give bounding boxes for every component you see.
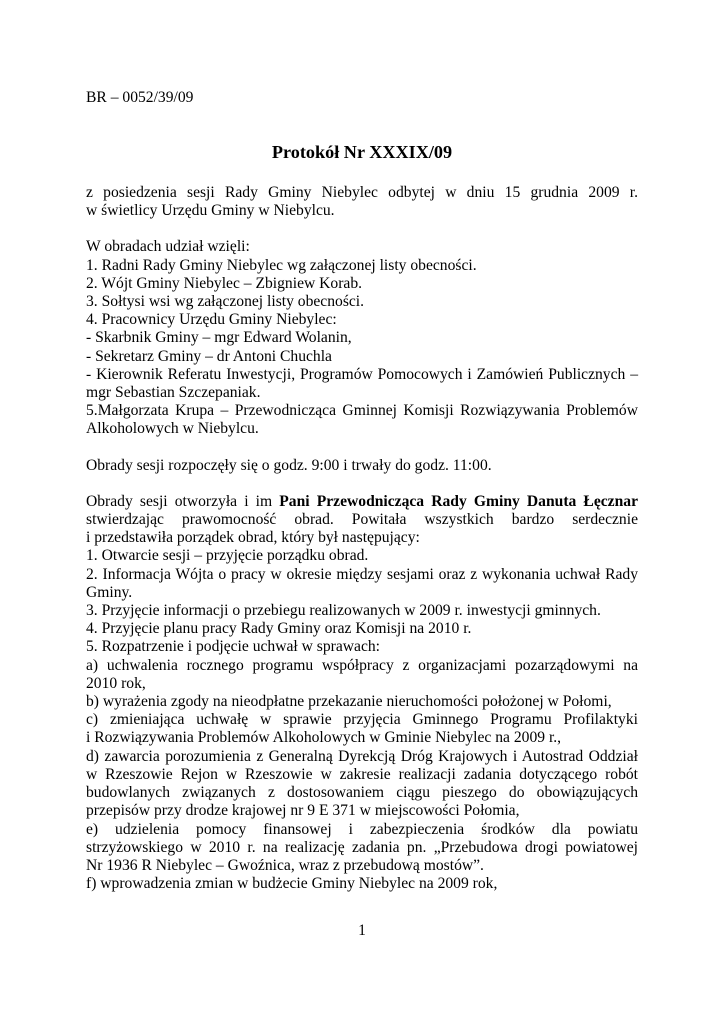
agenda-subitem: i Rozwiązywania Problemów Alkoholowych w Gminie Niebylec na 2009 r., [86,729,562,747]
intro-line: z posiedzenia sesji Rady Gminy Niebylec odbytej w dniu 15 grudnia 2009 r. [86,184,638,201]
attendance-item: mgr Sebastian Szczepaniak. [86,384,261,402]
opening-paragraph [86,493,638,548]
agenda-item: 1. Otwarcie sesji – przyjęcie porządku obrad. [86,547,369,565]
agenda-item: 4. Przyjęcie planu pracy Rady Gminy oraz Komisji na 2010 r. [86,620,472,638]
chairwoman-name: Pani Przewodnicząca Rady Gminy Danuta Łęcznar [279,492,638,510]
opening-line: i przedstawiła porządek obrad, który był następujący: [86,529,420,547]
attendance-item: - Kierownik Referatu Inwestycji, Programów Pomocowych i Zamówień Publicznych – [86,365,638,383]
session-time: Obrady sesji rozpoczęły się o godz. 9:00 i trwały do godz. 11:00. [86,456,492,474]
agenda-subitem: f) wprowadzenia zmian w budżecie Gminy Niebylec na 2009 rok, [86,875,498,893]
opening-line [86,493,638,511]
agenda-subitem: Nr 1936 R Niebylec – Gwoźnica, wraz z przebudową mostów”. [86,856,484,874]
intro-line: w świetlicy Urzędu Gminy w Niebylcu. [86,202,335,220]
attendance-item: 3. Sołtysi wsi wg załączonej listy obecności. [86,293,365,311]
agenda-subitem: 2010 rok, [86,674,146,692]
intro-paragraph [86,184,638,220]
opening-text: Obrady sesji otworzyła i im [86,492,280,510]
document-title: Protokół Nr XXXIX/09 [271,142,453,162]
attendance-section [86,238,638,438]
agenda-subitem: b) wyrażenia zgody na nieodpłatne przekazanie nieruchomości położonej w Połomi, [86,693,612,711]
document-body [86,184,638,893]
agenda-item: Gminy. [86,583,133,601]
attendance-item: Alkoholowych w Niebylcu. [86,420,259,438]
agenda-subitem: c) zmieniająca uchwałę w sprawie przyjęcia Gminnego Programu Profilaktyki [86,711,638,729]
agenda-subitem: a) uchwalenia rocznego programu współpracy z organizacjami pozarządowymi na [86,656,638,674]
agenda-subitem: e) udzielenia pomocy finansowej i zabezpieczenia środków dla powiatu [86,820,638,838]
attendance-item: 4. Pracownicy Urzędu Gminy Niebylec: [86,311,337,329]
opening-line: stwierdzając prawomocność obrad. Powitała wszystkich bardzo serdecznie [86,511,638,529]
attendance-item: - Sekretarz Gminy – dr Antoni Chuchla [86,347,332,365]
attendance-item: 5.Małgorzata Krupa – Przewodnicząca Gminnej Komisji Rozwiązywania Problemów [86,402,638,420]
agenda-subitem: budowlanych związanych z dostosowaniem ciągu pieszego do obowiązujących [86,784,638,802]
agenda-list [86,547,638,893]
agenda-subitem: strzyżowskiego w 2010 r. na realizację zadania pn. „Przebudowa drogi powiatowej [86,838,638,856]
agenda-item: 3. Przyjęcie informacji o przebiegu realizowanych w 2009 r. inwestycji gminnych. [86,602,601,620]
agenda-subitem: przepisów przy drodze krajowej nr 9 E 371 w miejscowości Połomia, [86,802,520,820]
page-number: 1 [358,922,366,939]
attendance-heading: W obradach udział wzięli: [86,238,250,256]
attendance-item: 1. Radni Rady Gminy Niebylec wg załączonej listy obecności. [86,256,477,274]
attendance-item: 2. Wójt Gminy Niebylec – Zbigniew Korab. [86,274,363,292]
agenda-subitem: d) zawarcia porozumienia z Generalną Dyrekcją Dróg Krajowych i Autostrad Oddział [86,747,638,765]
agenda-subitem: w Rzeszowie Rejon w Rzeszowie w zakresie realizacji zadania dotyczącego robót [86,765,638,783]
agenda-item: 5. Rozpatrzenie i podjęcie uchwał w sprawach: [86,638,380,656]
agenda-item: 2. Informacja Wójta o pracy w okresie między sesjami oraz z wykonania uchwał Rady [86,565,638,583]
attendance-item: - Skarbnik Gminy – mgr Edward Wolanin, [86,329,352,347]
document-reference: BR – 0052/39/09 [86,89,194,106]
